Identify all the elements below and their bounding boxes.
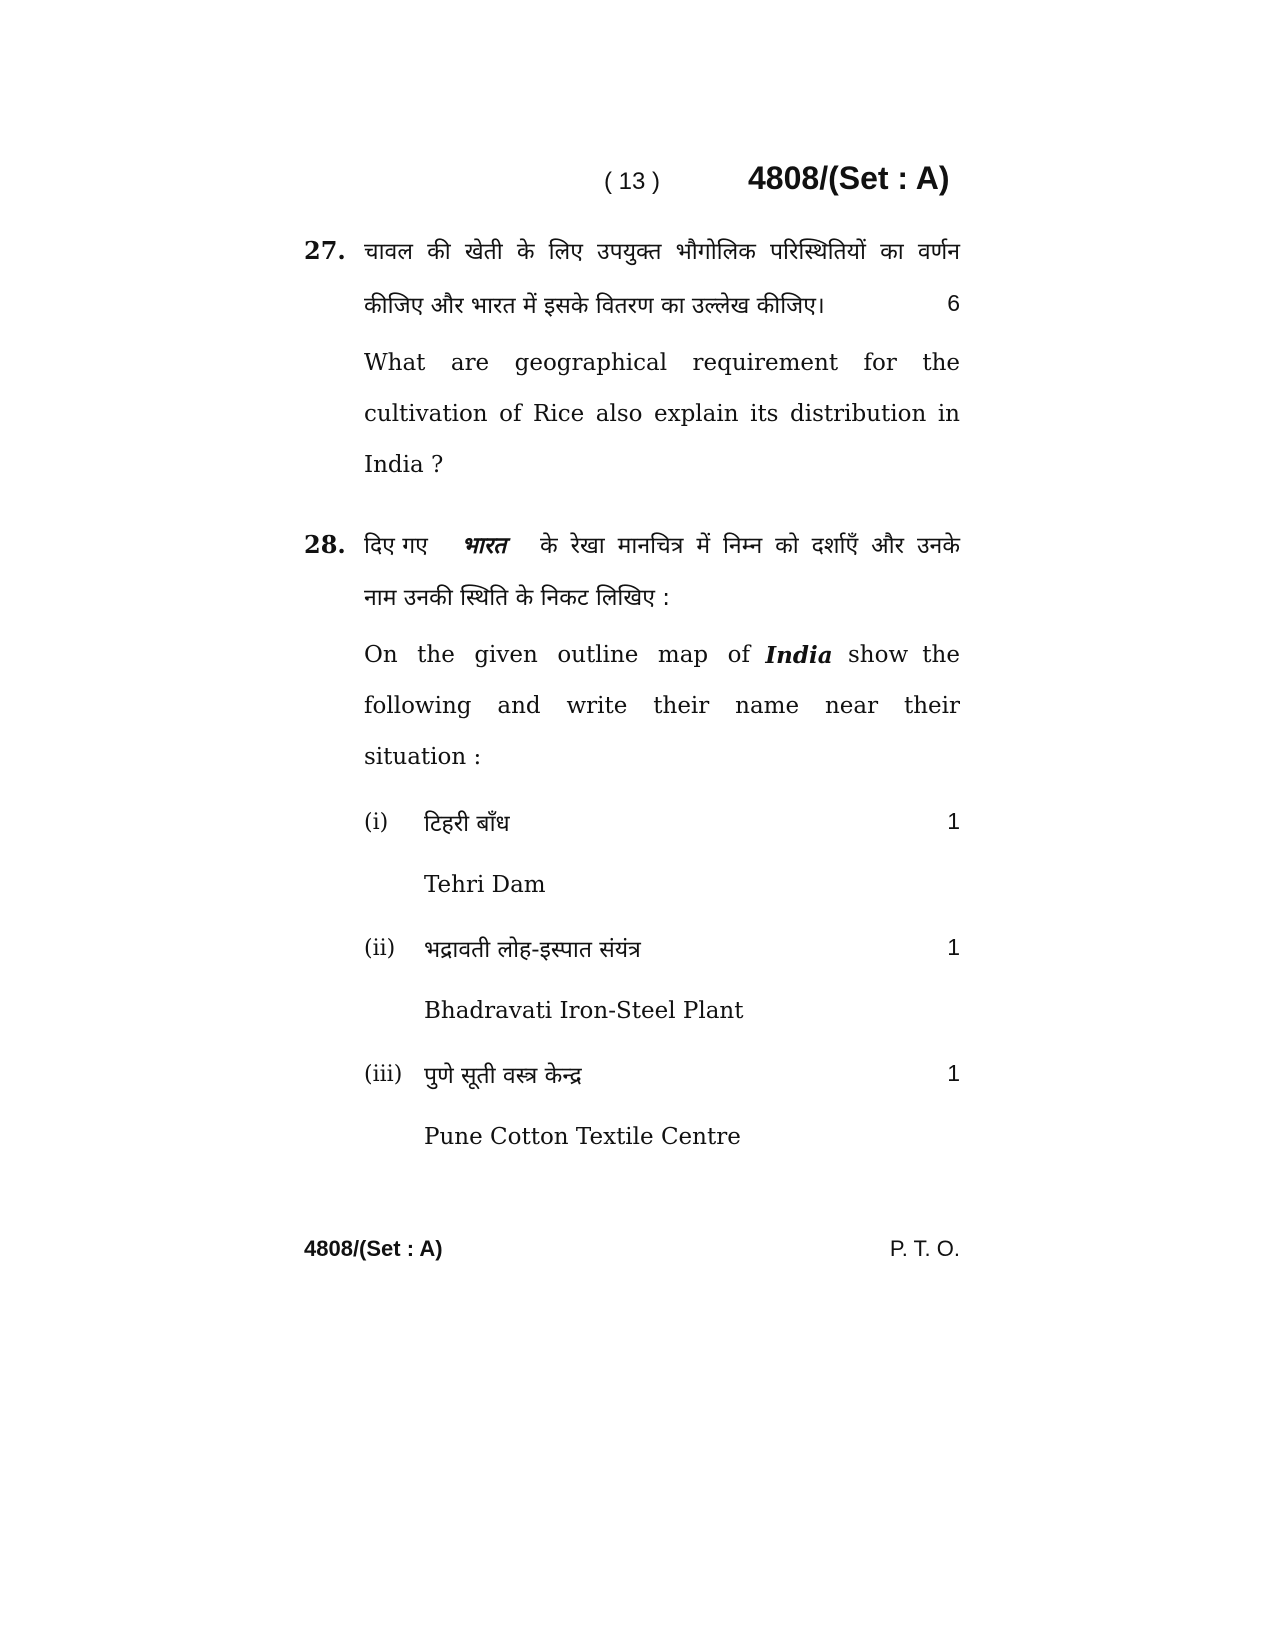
hindi-text: दिए गए <box>364 533 428 559</box>
sub-item-marks: 1 <box>947 934 960 960</box>
sub-item-hindi: भद्रावती लोह-इस्पात संयंत्र <box>424 937 641 963</box>
please-turn-over: P. T. O. <box>889 1236 960 1261</box>
hindi-emphasis-bharat: भारत <box>461 533 507 559</box>
question-english-line: following and write their name near their <box>364 693 960 719</box>
sub-item-marks: 1 <box>947 1060 960 1086</box>
sub-item-english: Pune Cotton Textile Centre <box>424 1124 741 1150</box>
question-hindi-line <box>364 528 960 560</box>
question-hindi-line: नाम उनकी स्थिति के निकट लिखिए : <box>364 585 670 611</box>
paper-code-footer: 4808/(Set : A) <box>304 1236 443 1261</box>
paper-code-header: 4808/(Set : A) <box>748 160 950 196</box>
sub-item-english: Tehri Dam <box>424 872 546 898</box>
question-english-line: situation : <box>364 744 482 770</box>
question-english-line: India ? <box>364 452 444 478</box>
sub-item-label: (iii) <box>364 1062 403 1087</box>
question-english-line <box>364 642 960 669</box>
english-emphasis-india: India <box>765 642 833 669</box>
hindi-text: के रेखा मानचित्र में निम्न को दर्शाएँ और उनके <box>540 533 960 559</box>
english-text: On the given outline map of <box>364 642 750 668</box>
english-text: show the <box>847 642 960 668</box>
sub-item-marks: 1 <box>947 808 960 834</box>
question-number: 28. <box>304 530 346 559</box>
question-english-line: cultivation of Rice also explain its distribution in <box>364 401 960 427</box>
sub-item-label: (i) <box>364 810 389 835</box>
sub-item-english: Bhadravati Iron-Steel Plant <box>424 998 744 1024</box>
sub-item-hindi: पुणे सूती वस्त्र केन्द्र <box>424 1063 582 1089</box>
question-hindi-line: कीजिए और भारत में इसके वितरण का उल्लेख कीजिए। <box>364 293 825 319</box>
question-hindi-line: चावल की खेती के लिए उपयुक्त भौगोलिक परिस्थितियों का वर्णन <box>364 239 960 265</box>
sub-item-hindi: टिहरी बाँध <box>424 811 510 837</box>
sub-item-label: (ii) <box>364 936 396 961</box>
question-marks: 6 <box>947 290 960 316</box>
question-english-line: What are geographical requirement for the <box>364 350 960 376</box>
question-number: 27. <box>304 236 346 265</box>
page-number: ( 13 ) <box>604 168 661 195</box>
